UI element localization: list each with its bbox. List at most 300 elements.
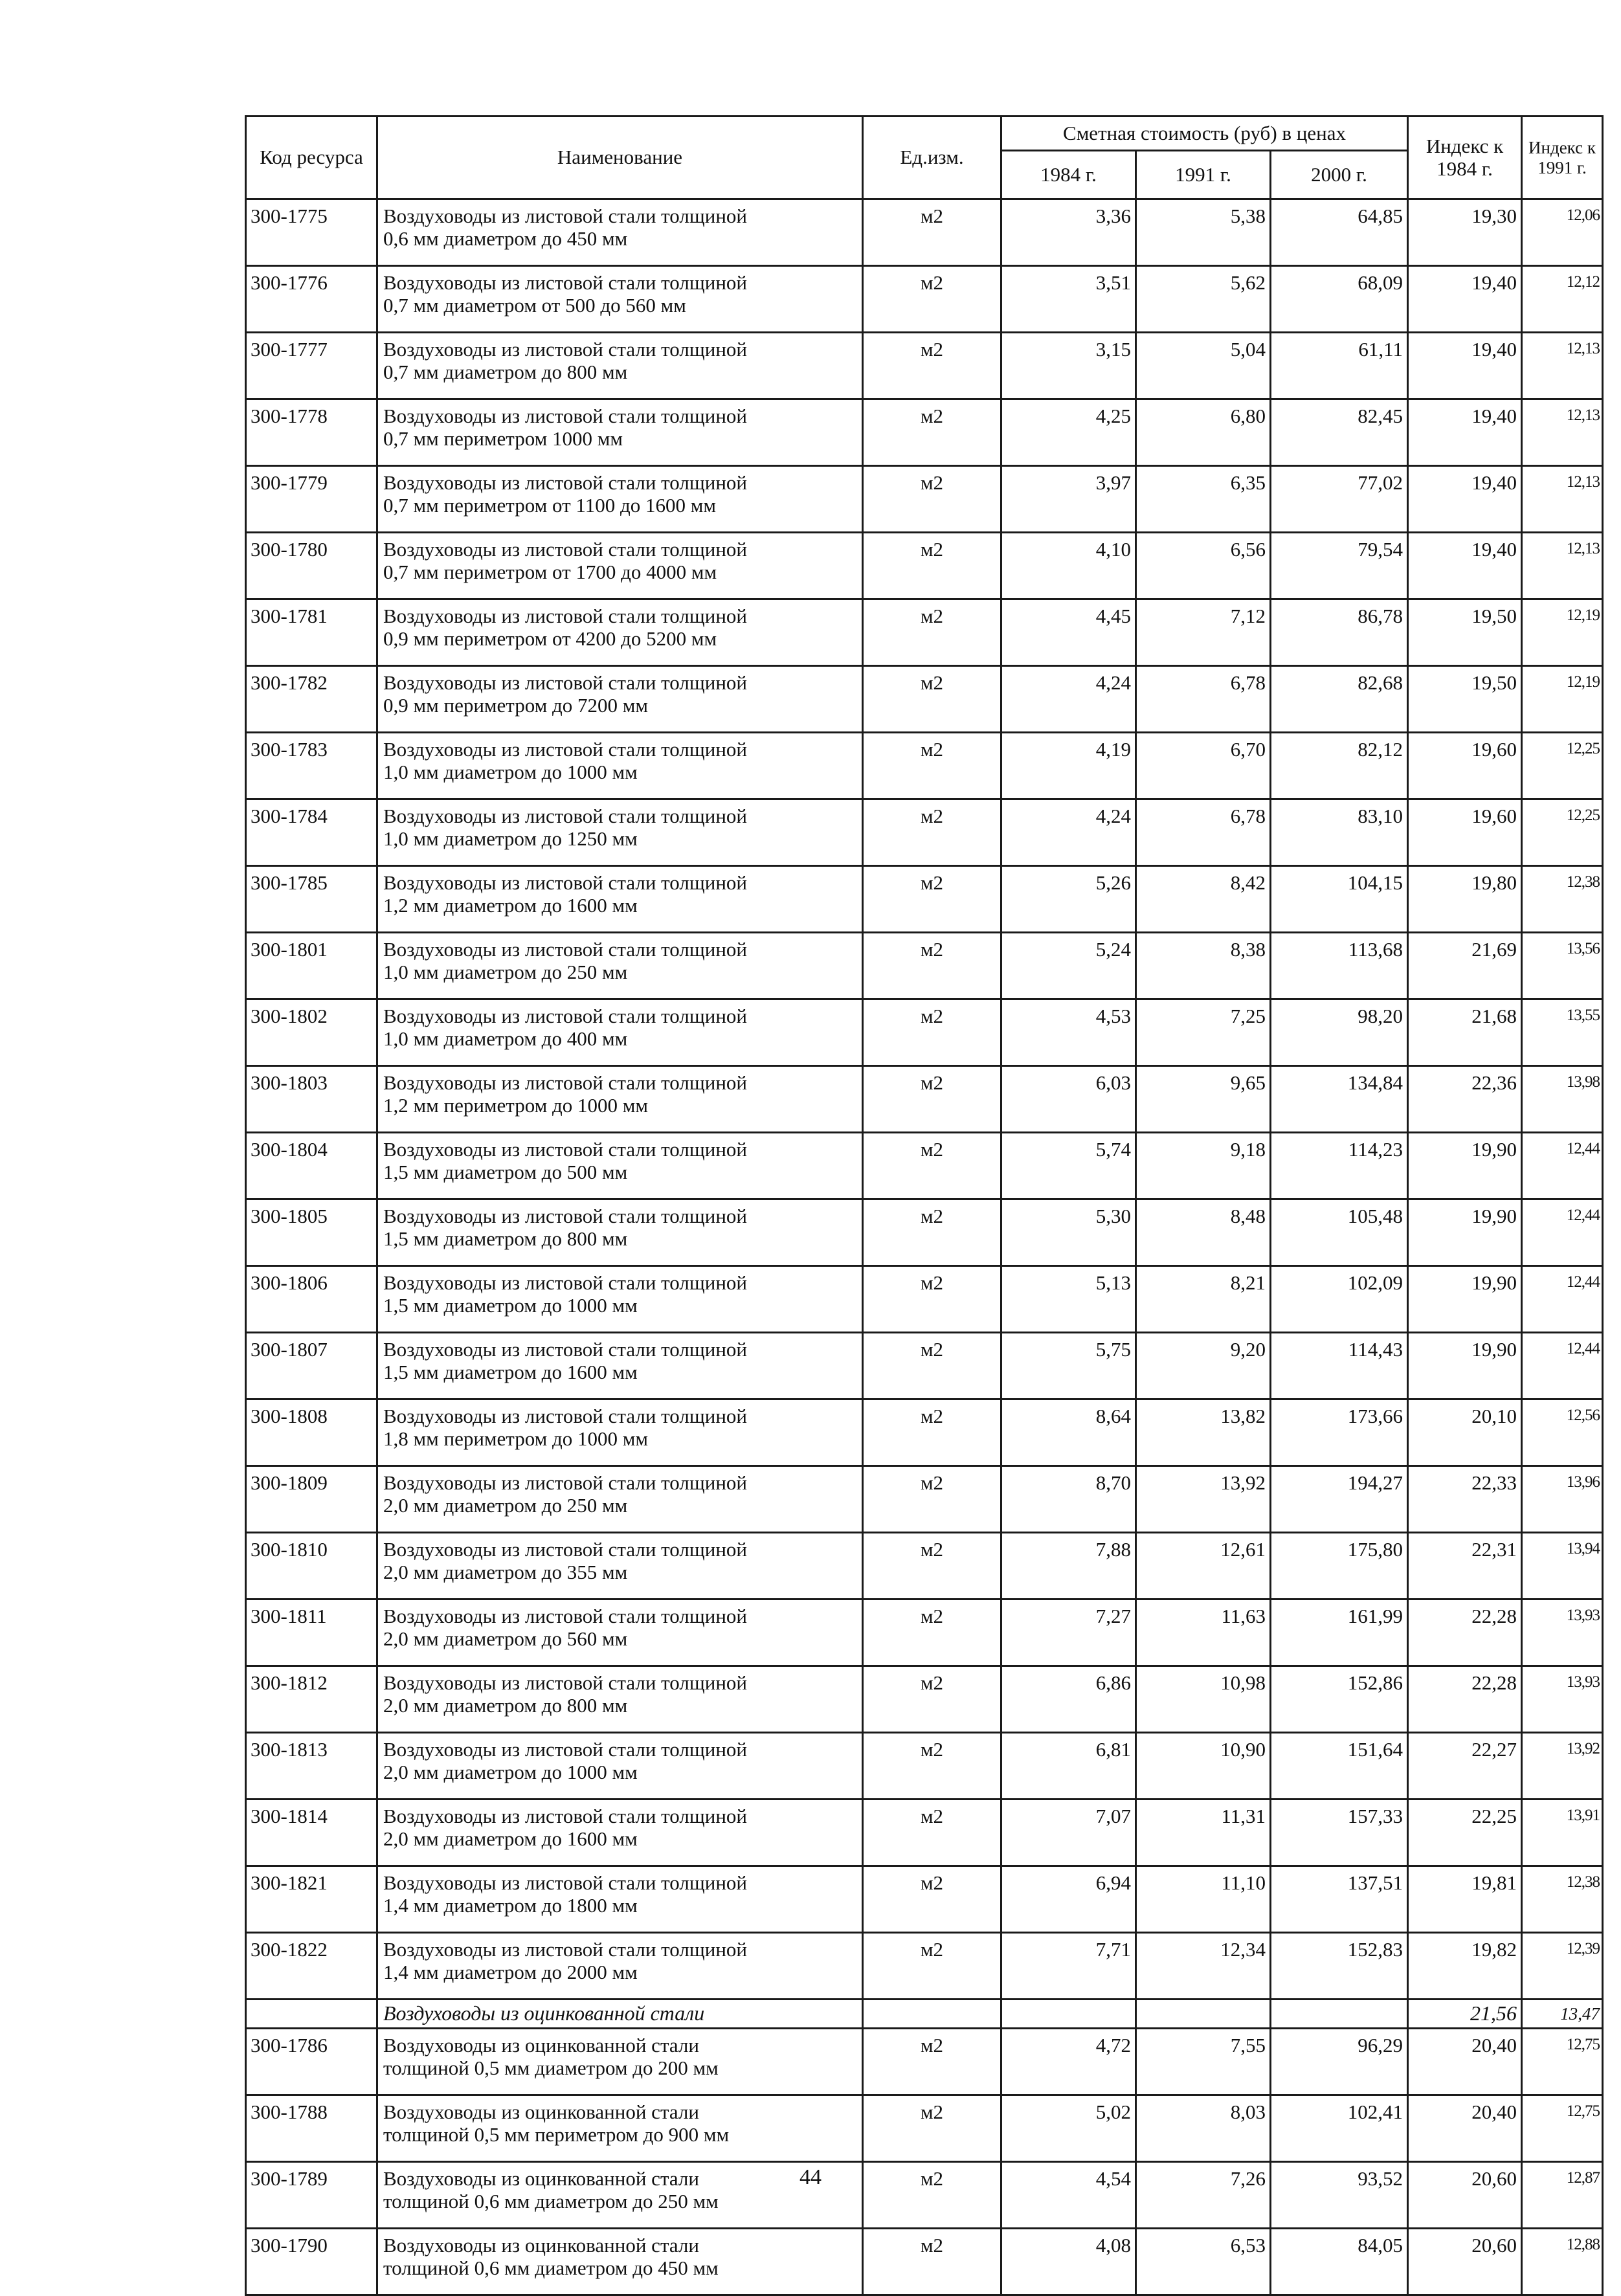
index-1984: 19,40 (1408, 466, 1522, 533)
resource-name-line-2: 1,5 мм диаметром до 800 мм (383, 1227, 628, 1250)
resource-name-line-2: 1,5 мм диаметром до 1000 мм (383, 1293, 638, 1317)
price-1991: 6,78 (1136, 799, 1271, 866)
unit-cell: м2 (863, 933, 1001, 999)
resource-name-line-1: Воздуховоды из листовой стали толщиной (383, 205, 748, 227)
table-row (246, 1066, 1603, 1133)
price-1991: 6,53 (1136, 2229, 1271, 2295)
index-1991: 13,93 (1522, 1666, 1603, 1733)
resource-name-line-2: 0,9 мм периметром от 4200 до 5200 мм (383, 627, 717, 650)
price-1991: 8,42 (1136, 866, 1271, 933)
table-row (246, 1133, 1603, 1199)
price-1991: 8,03 (1136, 2095, 1271, 2162)
resource-name-line-1: Воздуховоды из листовой стали толщиной (383, 1338, 748, 1361)
index-1991: 13,91 (1522, 1800, 1603, 1866)
unit-cell: м2 (863, 1066, 1001, 1133)
resource-name-line-1: Воздуховоды из листовой стали толщиной (383, 1271, 748, 1294)
resource-name (377, 999, 863, 1066)
price-2000: 79,54 (1271, 533, 1408, 599)
resource-code: 300-1788 (246, 2095, 377, 2162)
resource-code: 300-1775 (246, 199, 377, 266)
resource-name-line-2: 0,7 мм диаметром до 800 мм (383, 360, 628, 383)
index-1991: 13,55 (1522, 999, 1603, 1066)
index-1984: 21,69 (1408, 933, 1522, 999)
index-1984: 21,68 (1408, 999, 1522, 1066)
index-1991: 12,12 (1522, 266, 1603, 333)
index-1991: 12,88 (1522, 2229, 1603, 2295)
index-1991: 12,25 (1522, 799, 1603, 866)
price-2000: 93,52 (1271, 2162, 1408, 2229)
index-1991: 12,25 (1522, 733, 1603, 799)
resource-name (377, 599, 863, 666)
resource-name-line-1: Воздуховоды из листовой стали толщиной (383, 405, 748, 427)
index-1991: 12,13 (1522, 533, 1603, 599)
price-1984: 8,64 (1001, 1399, 1136, 1466)
index-1991: 12,44 (1522, 1133, 1603, 1199)
price-1991: 11,10 (1136, 1866, 1271, 1933)
price-2000: 114,23 (1271, 1133, 1408, 1199)
price-2000: 114,43 (1271, 1333, 1408, 1399)
index-1991: 13,92 (1522, 1733, 1603, 1800)
price-2000: 82,12 (1271, 733, 1408, 799)
index-1991: 12,06 (1522, 199, 1603, 266)
resource-code: 300-1777 (246, 333, 377, 399)
price-1984: 7,88 (1001, 1533, 1136, 1599)
index-1984: 19,40 (1408, 333, 1522, 399)
index-1991: 13,94 (1522, 1533, 1603, 1599)
unit-cell: м2 (863, 733, 1001, 799)
price-1984: 5,26 (1001, 866, 1136, 933)
resource-name (377, 1533, 863, 1599)
price-1984: 4,45 (1001, 599, 1136, 666)
resource-name (377, 1466, 863, 1533)
price-1991: 13,82 (1136, 1399, 1271, 1466)
resource-code: 300-1808 (246, 1399, 377, 1466)
resource-name-line-2: 1,0 мм диаметром до 400 мм (383, 1027, 628, 1050)
resource-name (377, 266, 863, 333)
resource-name (377, 1066, 863, 1133)
price-1984: 3,51 (1001, 266, 1136, 333)
resource-name-line-2: 1,0 мм диаметром до 1250 мм (383, 827, 638, 850)
index-1984: 22,27 (1408, 1733, 1522, 1800)
resource-code: 300-1780 (246, 533, 377, 599)
resource-name-line-2: 1,0 мм диаметром до 250 мм (383, 960, 628, 983)
price-1984: 4,25 (1001, 399, 1136, 466)
price-1984: 4,10 (1001, 533, 1136, 599)
table-row (246, 1599, 1603, 1666)
unit-cell: м2 (863, 1133, 1001, 1199)
resource-name (377, 666, 863, 733)
resource-name-line-2: 0,7 мм диаметром от 500 до 560 мм (383, 293, 686, 317)
resource-code: 300-1812 (246, 1666, 377, 1733)
index-1991: 13,96 (1522, 1466, 1603, 1533)
resource-name-line-2: 1,8 мм периметром до 1000 мм (383, 1427, 649, 1450)
table-row (246, 1866, 1603, 1933)
index-1984: 22,31 (1408, 1533, 1522, 1599)
resource-name (377, 333, 863, 399)
price-1991: 5,38 (1136, 199, 1271, 266)
price-1984: 4,24 (1001, 799, 1136, 866)
resource-name-line-2: 1,0 мм диаметром до 1000 мм (383, 760, 638, 783)
resource-name (377, 533, 863, 599)
resource-name (377, 1800, 863, 1866)
price-2000: 77,02 (1271, 466, 1408, 533)
resource-code: 300-1781 (246, 599, 377, 666)
section-price-1991-cell (1136, 2000, 1271, 2029)
table-row (246, 2029, 1603, 2095)
price-2000: 137,51 (1271, 1866, 1408, 1933)
price-1991: 8,48 (1136, 1199, 1271, 1266)
header-index-1984: Индекс к 1984 г. (1408, 117, 1522, 199)
price-2000: 173,66 (1271, 1399, 1408, 1466)
price-1984: 4,08 (1001, 2229, 1136, 2295)
resource-name (377, 1666, 863, 1733)
resource-name-line-1: Воздуховоды из листовой стали толщиной (383, 538, 748, 561)
resource-code: 300-1814 (246, 1800, 377, 1866)
price-2000: 194,27 (1271, 1466, 1408, 1533)
resource-name-line-2: 1,5 мм диаметром до 500 мм (383, 1160, 628, 1183)
price-1984: 6,81 (1001, 1733, 1136, 1800)
resource-name-line-2: 1,4 мм диаметром до 2000 мм (383, 1960, 638, 1983)
table-row (246, 999, 1603, 1066)
table-row (246, 1666, 1603, 1733)
resource-name (377, 1933, 863, 2000)
price-1984: 4,72 (1001, 2029, 1136, 2095)
index-1991: 12,19 (1522, 666, 1603, 733)
table-row (246, 1333, 1603, 1399)
resource-code: 300-1802 (246, 999, 377, 1066)
resource-name-line-1: Воздуховоды из листовой стали толщиной (383, 1671, 748, 1694)
price-1984: 3,15 (1001, 333, 1136, 399)
resource-name (377, 199, 863, 266)
price-1991: 6,70 (1136, 733, 1271, 799)
resource-name (377, 933, 863, 999)
resource-name (377, 733, 863, 799)
price-2000: 64,85 (1271, 199, 1408, 266)
price-1991: 13,92 (1136, 1466, 1271, 1533)
unit-cell: м2 (863, 2229, 1001, 2295)
resource-code: 300-1782 (246, 666, 377, 733)
table-row (246, 933, 1603, 999)
index-1984: 19,81 (1408, 1866, 1522, 1933)
section-price-2000-cell (1271, 2000, 1408, 2029)
unit-cell: м2 (863, 199, 1001, 266)
resource-name (377, 1199, 863, 1266)
price-1984: 5,74 (1001, 1133, 1136, 1199)
resource-code: 300-1786 (246, 2029, 377, 2095)
unit-cell: м2 (863, 1866, 1001, 1933)
resource-name-line-1: Воздуховоды из листовой стали толщиной (383, 1605, 748, 1627)
price-1991: 8,38 (1136, 933, 1271, 999)
price-1991: 7,25 (1136, 999, 1271, 1066)
price-2000: 152,83 (1271, 1933, 1408, 2000)
price-1984: 3,36 (1001, 199, 1136, 266)
resource-name-line-1: Воздуховоды из листовой стали толщиной (383, 1805, 748, 1827)
index-1984: 19,90 (1408, 1333, 1522, 1399)
price-1984: 5,30 (1001, 1199, 1136, 1266)
header-unit: Ед.изм. (863, 117, 1001, 199)
price-2000: 152,86 (1271, 1666, 1408, 1733)
resource-name-line-2: 1,4 мм диаметром до 1800 мм (383, 1893, 638, 1917)
index-1991: 12,44 (1522, 1333, 1603, 1399)
header-year-2000: 2000 г. (1271, 151, 1408, 199)
table-row (246, 1733, 1603, 1800)
resource-code: 300-1803 (246, 1066, 377, 1133)
price-2000: 96,29 (1271, 2029, 1408, 2095)
price-1984: 7,27 (1001, 1599, 1136, 1666)
header-name: Наименование (377, 117, 863, 199)
price-1991: 9,65 (1136, 1066, 1271, 1133)
price-1984: 5,75 (1001, 1333, 1136, 1399)
price-1991: 6,56 (1136, 533, 1271, 599)
table-row (246, 1399, 1603, 1466)
resource-name (377, 1266, 863, 1333)
price-2000: 68,09 (1271, 266, 1408, 333)
price-2000: 84,05 (1271, 2229, 1408, 2295)
resource-name-line-1: Воздуховоды из листовой стали толщиной (383, 938, 748, 961)
table-row (246, 1466, 1603, 1533)
table-row (246, 866, 1603, 933)
price-1984: 6,94 (1001, 1866, 1136, 1933)
unit-cell: м2 (863, 1666, 1001, 1733)
price-1991: 5,04 (1136, 333, 1271, 399)
resource-code: 300-1807 (246, 1333, 377, 1399)
index-1984: 19,60 (1408, 733, 1522, 799)
price-1991: 9,18 (1136, 1133, 1271, 1199)
resource-code: 300-1822 (246, 1933, 377, 2000)
resource-code: 300-1783 (246, 733, 377, 799)
price-2000: 104,15 (1271, 866, 1408, 933)
unit-cell: м2 (863, 1266, 1001, 1333)
resource-name-line-1: Воздуховоды из листовой стали толщиной (383, 1005, 748, 1027)
resource-name-line-1: Воздуховоды из листовой стали толщиной (383, 1938, 748, 1961)
price-1991: 7,12 (1136, 599, 1271, 666)
index-1991: 12,13 (1522, 466, 1603, 533)
resource-name-line-1: Воздуховоды из листовой стали толщиной (383, 738, 748, 761)
unit-cell: м2 (863, 2162, 1001, 2229)
unit-cell: м2 (863, 1599, 1001, 1666)
price-1991: 9,20 (1136, 1333, 1271, 1399)
resource-code: 300-1801 (246, 933, 377, 999)
table-row (246, 399, 1603, 466)
resource-name-line-2: 1,2 мм диаметром до 1600 мм (383, 893, 638, 917)
index-1984: 19,90 (1408, 1199, 1522, 1266)
resource-name-line-2: 2,0 мм диаметром до 1000 мм (383, 1760, 638, 1783)
resource-name-line-1: Воздуховоды из листовой стали толщиной (383, 1138, 748, 1161)
table-header (246, 117, 1603, 199)
unit-cell: м2 (863, 333, 1001, 399)
resource-name (377, 466, 863, 533)
index-1984: 22,28 (1408, 1599, 1522, 1666)
table-row (246, 2095, 1603, 2162)
price-1991: 6,78 (1136, 666, 1271, 733)
price-2000: 113,68 (1271, 933, 1408, 999)
index-1984: 20,60 (1408, 2229, 1522, 2295)
unit-cell: м2 (863, 1800, 1001, 1866)
resource-code: 300-1784 (246, 799, 377, 866)
price-1984: 3,97 (1001, 466, 1136, 533)
resource-name-line-1: Воздуховоды из листовой стали толщиной (383, 338, 748, 361)
resource-code: 300-1806 (246, 1266, 377, 1333)
unit-cell: м2 (863, 1933, 1001, 2000)
resource-name-line-2: 2,0 мм диаметром до 355 мм (383, 1560, 628, 1583)
resource-name (377, 2095, 863, 2162)
index-1984: 19,30 (1408, 199, 1522, 266)
price-1991: 11,63 (1136, 1599, 1271, 1666)
unit-cell: м2 (863, 1466, 1001, 1533)
index-1984: 22,28 (1408, 1666, 1522, 1733)
index-1991: 12,75 (1522, 2029, 1603, 2095)
resource-code: 300-1813 (246, 1733, 377, 1800)
index-1991: 12,38 (1522, 866, 1603, 933)
price-2000: 102,09 (1271, 1266, 1408, 1333)
unit-cell: м2 (863, 866, 1001, 933)
resource-name-line-1: Воздуховоды из оцинкованной стали (383, 2234, 699, 2257)
section-title: Воздуховоды из оцинкованной стали (377, 2000, 863, 2029)
unit-cell: м2 (863, 999, 1001, 1066)
unit-cell: м2 (863, 666, 1001, 733)
resource-name-line-1: Воздуховоды из листовой стали толщиной (383, 1405, 748, 1427)
table-body-galvanized-steel (246, 2029, 1603, 2295)
section-index-1991: 13,47 (1522, 2000, 1603, 2029)
resource-code: 300-1778 (246, 399, 377, 466)
table-row (246, 1266, 1603, 1333)
unit-cell: м2 (863, 1199, 1001, 1266)
resource-code: 300-1809 (246, 1466, 377, 1533)
table-row (246, 799, 1603, 866)
resource-name-line-2: 2,0 мм диаметром до 1600 мм (383, 1827, 638, 1850)
resource-name (377, 2029, 863, 2095)
header-index-1991: Индекс к 1991 г. (1522, 117, 1603, 199)
unit-cell: м2 (863, 466, 1001, 533)
price-2000: 151,64 (1271, 1733, 1408, 1800)
resource-name-line-1: Воздуховоды из оцинкованной стали (383, 2167, 699, 2190)
header-year-1991: 1991 г. (1136, 151, 1271, 199)
resource-name (377, 866, 863, 933)
section-row (246, 2000, 1603, 2029)
index-1984: 19,50 (1408, 599, 1522, 666)
resource-name-line-2: 2,0 мм диаметром до 800 мм (383, 1693, 628, 1717)
resource-name-line-1: Воздуховоды из листовой стали толщиной (383, 805, 748, 827)
resource-code: 300-1810 (246, 1533, 377, 1599)
section-code-cell (246, 2000, 377, 2029)
table-row (246, 1199, 1603, 1266)
price-1984: 6,86 (1001, 1666, 1136, 1733)
index-1984: 19,60 (1408, 799, 1522, 866)
index-1991: 12,56 (1522, 1399, 1603, 1466)
unit-cell: м2 (863, 599, 1001, 666)
price-1991: 6,80 (1136, 399, 1271, 466)
price-2000: 82,45 (1271, 399, 1408, 466)
resource-name-line-1: Воздуховоды из листовой стали толщиной (383, 471, 748, 494)
price-1984: 4,53 (1001, 999, 1136, 1066)
price-2000: 102,41 (1271, 2095, 1408, 2162)
price-1984: 8,70 (1001, 1466, 1136, 1533)
price-1984: 5,24 (1001, 933, 1136, 999)
resource-code: 300-1779 (246, 466, 377, 533)
header-code: Код ресурса (246, 117, 377, 199)
resource-name-line-1: Воздуховоды из листовой стали толщиной (383, 1205, 748, 1227)
resource-name (377, 1333, 863, 1399)
price-2000: 157,33 (1271, 1800, 1408, 1866)
resource-name-line-2: 0,7 мм периметром от 1100 до 1600 мм (383, 493, 716, 517)
resource-name-line-2: 2,0 мм диаметром до 560 мм (383, 1627, 628, 1650)
unit-cell: м2 (863, 1733, 1001, 1800)
resource-name-line-2: 2,0 мм диаметром до 250 мм (383, 1493, 628, 1517)
index-1991: 12,75 (1522, 2095, 1603, 2162)
unit-cell: м2 (863, 1399, 1001, 1466)
resource-code: 300-1785 (246, 866, 377, 933)
unit-cell: м2 (863, 1333, 1001, 1399)
resource-code: 300-1789 (246, 2162, 377, 2229)
resource-name-line-2: 0,7 мм периметром от 1700 до 4000 мм (383, 560, 717, 583)
price-2000: 175,80 (1271, 1533, 1408, 1599)
index-1984: 19,40 (1408, 266, 1522, 333)
price-1991: 7,26 (1136, 2162, 1271, 2229)
resource-name-line-2: толщиной 0,5 мм периметром до 900 мм (383, 2123, 730, 2146)
resource-name-line-1: Воздуховоды из листовой стали толщиной (383, 871, 748, 894)
resource-name-line-2: 1,5 мм диаметром до 1600 мм (383, 1360, 638, 1383)
table-row (246, 599, 1603, 666)
price-1991: 8,21 (1136, 1266, 1271, 1333)
price-1984: 4,24 (1001, 666, 1136, 733)
unit-cell: м2 (863, 1533, 1001, 1599)
index-1984: 19,80 (1408, 866, 1522, 933)
unit-cell: м2 (863, 399, 1001, 466)
index-1984: 20,60 (1408, 2162, 1522, 2229)
index-1984: 19,40 (1408, 533, 1522, 599)
index-1991: 12,13 (1522, 333, 1603, 399)
resource-name-line-2: толщиной 0,6 мм диаметром до 250 мм (383, 2189, 719, 2212)
price-1984: 4,54 (1001, 2162, 1136, 2229)
price-2000: 161,99 (1271, 1599, 1408, 1666)
table-row (246, 2229, 1603, 2295)
index-1984: 22,25 (1408, 1800, 1522, 1866)
price-1991: 6,35 (1136, 466, 1271, 533)
resource-name (377, 1733, 863, 1800)
section-index-1984: 21,56 (1408, 2000, 1522, 2029)
resource-code: 300-1776 (246, 266, 377, 333)
resource-name-line-1: Воздуховоды из листовой стали толщиной (383, 1871, 748, 1894)
index-1984: 19,82 (1408, 1933, 1522, 2000)
index-1984: 19,90 (1408, 1133, 1522, 1199)
price-2000: 83,10 (1271, 799, 1408, 866)
page-number: 44 (799, 2165, 822, 2189)
unit-cell: м2 (863, 266, 1001, 333)
section-unit-cell (863, 2000, 1001, 2029)
price-2000: 98,20 (1271, 999, 1408, 1066)
resource-name-line-2: 1,2 мм периметром до 1000 мм (383, 1093, 649, 1117)
resource-code: 300-1790 (246, 2229, 377, 2295)
index-1984: 20,40 (1408, 2095, 1522, 2162)
unit-cell: м2 (863, 799, 1001, 866)
resource-name (377, 799, 863, 866)
index-1984: 22,36 (1408, 1066, 1522, 1133)
index-1991: 13,93 (1522, 1599, 1603, 1666)
resource-name (377, 1133, 863, 1199)
index-1991: 12,13 (1522, 399, 1603, 466)
table-row (246, 733, 1603, 799)
price-1984: 5,02 (1001, 2095, 1136, 2162)
resource-name (377, 1399, 863, 1466)
table-row (246, 466, 1603, 533)
price-1984: 4,19 (1001, 733, 1136, 799)
section-price-1984-cell (1001, 2000, 1136, 2029)
table-row (246, 1800, 1603, 1866)
price-1984: 6,03 (1001, 1066, 1136, 1133)
resource-code: 300-1804 (246, 1133, 377, 1199)
resource-name-line-1: Воздуховоды из листовой стали толщиной (383, 671, 748, 694)
price-1991: 12,61 (1136, 1533, 1271, 1599)
